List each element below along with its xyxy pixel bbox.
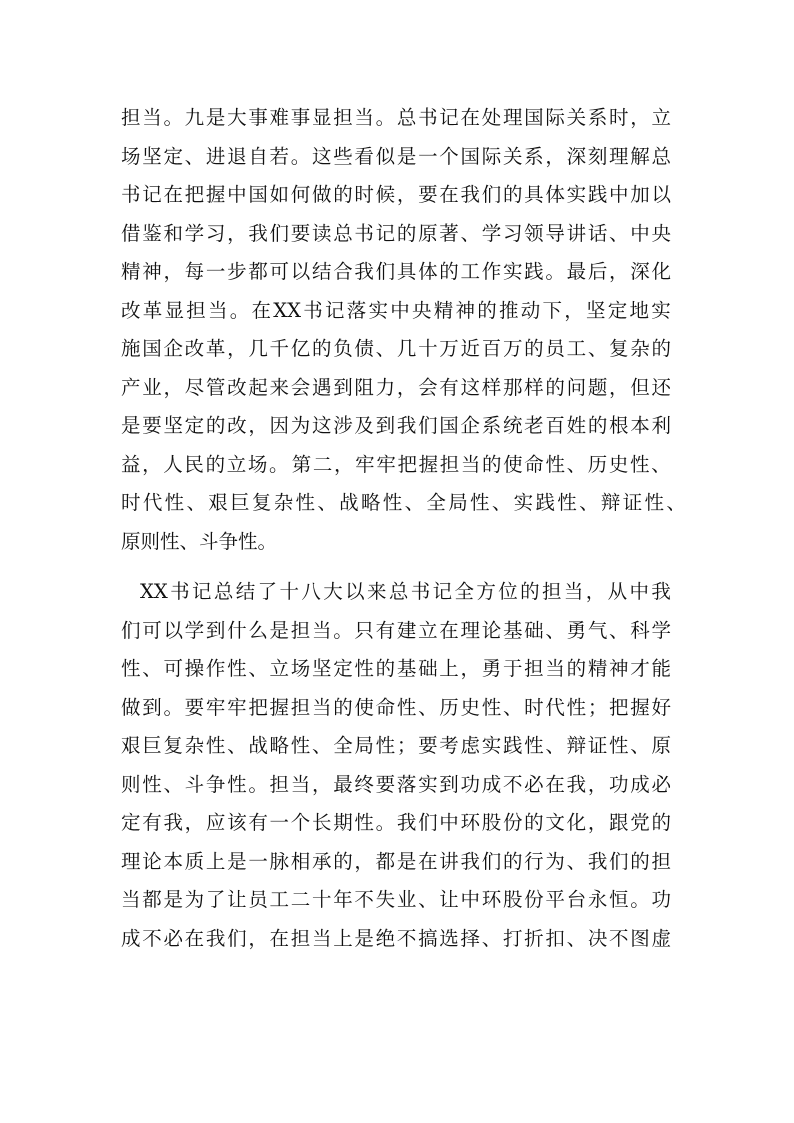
text-line: 精 神 ， 每 一 步 都 可 以 结 合 我 们 具 体 的 工 作 实 践 。 最 后 ， 深 化 <box>121 260 671 283</box>
text-line: 借 鉴 和 学 习 ， 我 们 要 读 总 书 记 的 原 著 、 学 习 领 导 讲 话 、 中 央 <box>121 221 671 245</box>
text-line: 艰 巨 复 杂 性 、 战 略 性 、 全 局 性 ； 要 考 虑 实 践 性 、 辩 证 性 、 原 <box>121 734 671 757</box>
text-line: 性 、 可 操 作 性 、 立 场 坚 定 性 的 基 础 上 ， 勇 于 担 当 的 精 神 才 能 <box>121 657 671 680</box>
paragraph-gap <box>121 561 721 573</box>
text-line: 做 到 。 要 牢 牢 把 握 担 当 的 使 命 性 、 历 史 性 、 时 代 性 ； 把 握 好 <box>121 695 671 719</box>
text-line: 定 有 我 ， 应 该 有 一 个 长 期 性 。 我 们 中 环 股 份 的 文 化 ， 跟 党 的 <box>121 811 671 834</box>
text-line: 书 记 在 把 握 中 国 如 何 做 的 时 候 ， 要 在 我 们 的 具 体 实 践 中 加 以 <box>121 183 671 206</box>
text-line: XX 书 记 总 结 了 十 八 大 以 来 总 书 记 全 方 位 的 担 当 ， 从 中 我 <box>140 580 671 603</box>
text-line: 是 要 坚 定 的 改 ， 因 为 这 涉 及 到 我 们 国 企 系 统 老 百 姓 的 根 本 利 <box>121 414 671 437</box>
text-line: 施 国 企 改 革 ， 几 千 亿 的 负 债 、 几 十 万 近 百 万 的 员 工 、 复 杂 的 <box>121 337 671 360</box>
text-line: 理 论 本 质 上 是 一 脉 相 承 的 ， 都 是 在 讲 我 们 的 行 为 、 我 们 的 担 <box>121 849 671 873</box>
text-line: 原则性、斗争性。 <box>121 529 278 553</box>
text-line: 时 代 性 、 艰 巨 复 杂 性 、 战 略 性 、 全 局 性 、 实 践 性 、 辩 证 性 、 <box>121 491 686 514</box>
text-line: 益 ， 人 民 的 立 场 。 第 二 ， 牢 牢 把 握 担 当 的 使 命 性 、 历 史 性 、 <box>121 452 671 476</box>
text-line: 成 不 必 在 我 们 ， 在 担 当 上 是 绝 不 搞 选 择 、 打 折 扣 、 决 不 图 虚 <box>121 926 671 950</box>
text-line: 则 性 、 斗 争 性 。 担 当 ， 最 终 要 落 实 到 功 成 不 必 在 我 ， 功 成 必 <box>121 772 671 796</box>
text-line: 当 都 是 为 了 让 员 工 二 十 年 不 失 业 、 让 中 环 股 份 平 台 永 恒 。 功 <box>121 888 671 911</box>
text-line: 改 革 显 担 当 。 在 XX 书 记 落 实 中 央 精 神 的 推 动 下 ， 坚 定 地 实 <box>121 298 671 322</box>
text-line: 们 可 以 学 到 什 么 是 担 当 。 只 有 建 立 在 理 论 基 础 、 勇 气 、 科 学 <box>121 618 671 642</box>
text-line: 场 坚 定 、 进 退 自 若 。 这 些 看 似 是 一 个 国 际 关 系 ， 深 刻 理 解 总 <box>121 144 671 168</box>
text-line: 担 当 。 九 是 大 事 难 事 显 担 当 。 总 书 记 在 处 理 国 际 关 系 时 ， 立 <box>121 106 671 129</box>
text-line: 产 业 ， 尽 管 改 起 来 会 遇 到 阻 力 ， 会 有 这 样 那 样 的 问 题 ， 但 还 <box>121 375 671 399</box>
body-text <box>121 99 721 958</box>
